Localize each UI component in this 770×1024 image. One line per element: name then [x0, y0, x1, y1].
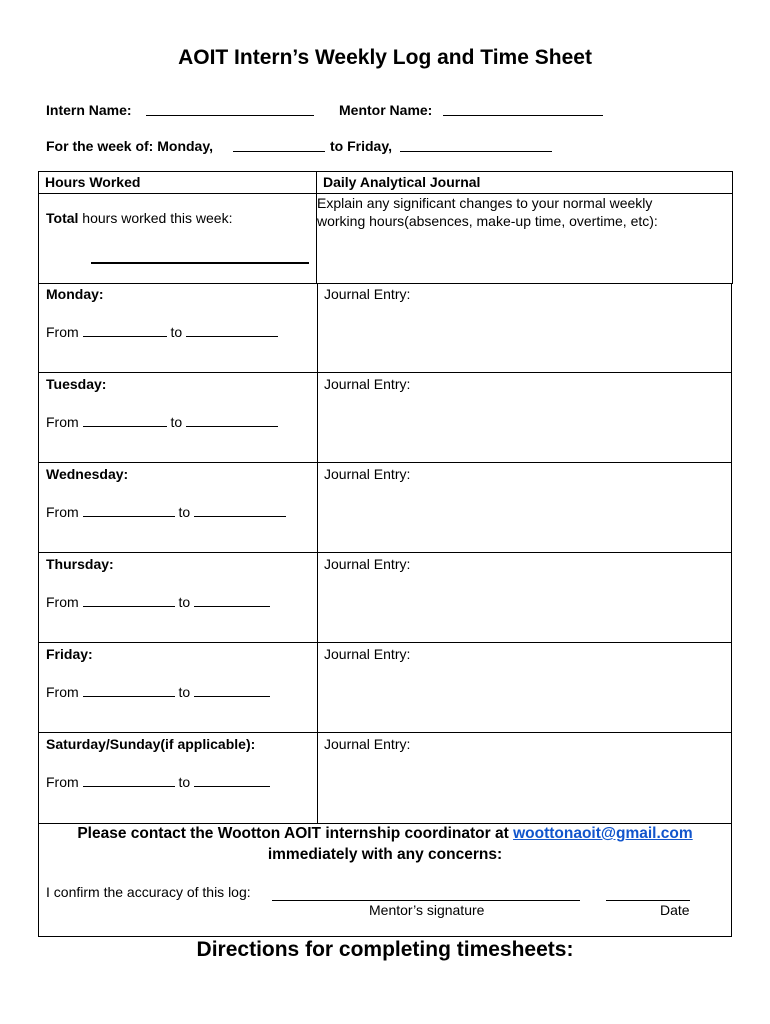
total-bold-text: Total [46, 210, 79, 226]
day-row [38, 463, 732, 553]
explain-cell [317, 194, 733, 284]
explain-text-line-1: Explain any significant changes to your normal weekly [317, 195, 653, 211]
from-to-line [46, 682, 270, 700]
end-time-field[interactable] [194, 502, 286, 517]
to-friday-label: to Friday, [330, 138, 392, 154]
day-row [38, 283, 732, 373]
journal-entry-label: Journal Entry: [324, 466, 411, 482]
to-label: to [178, 594, 191, 610]
journal-entry-area[interactable] [318, 463, 731, 552]
mentor-signature-field[interactable] [272, 885, 580, 901]
day-label: Saturday/Sunday(if applicable): [46, 736, 256, 752]
week-label: For the week of: Monday, [46, 138, 213, 154]
footer-box [38, 821, 732, 937]
day-label: Tuesday: [46, 376, 107, 392]
journal-entry-area[interactable] [318, 643, 731, 732]
day-row [38, 643, 732, 733]
from-label: From [46, 594, 79, 610]
journal-entry-label: Journal Entry: [324, 286, 411, 302]
end-time-field[interactable] [186, 322, 278, 337]
mentor-name-field[interactable] [443, 101, 603, 116]
confirm-label: I confirm the accuracy of this log: [46, 884, 251, 900]
journal-entry-label: Journal Entry: [324, 736, 411, 752]
from-to-line [46, 502, 286, 520]
end-time-field[interactable] [194, 772, 270, 787]
explain-text-line-2: working hours(absences, make-up time, overtime, etc): [317, 213, 658, 229]
day-row [38, 373, 732, 463]
week-friday-field[interactable] [400, 137, 552, 152]
journal-header: Daily Analytical Journal [317, 172, 733, 194]
from-to-line [46, 772, 270, 790]
to-label: to [178, 774, 191, 790]
page-title: AOIT Intern’s Weekly Log and Time Sheet [178, 46, 592, 69]
from-label: From [46, 504, 79, 520]
journal-entry-area[interactable] [318, 733, 731, 823]
day-label: Friday: [46, 646, 93, 662]
contact-notice [39, 823, 731, 865]
start-time-field[interactable] [83, 772, 175, 787]
end-time-field[interactable] [194, 682, 270, 697]
week-monday-field[interactable] [233, 137, 325, 152]
intern-name-field[interactable] [146, 101, 314, 116]
to-label: to [178, 504, 191, 520]
to-label: to [170, 414, 183, 430]
from-label: From [46, 684, 79, 700]
start-time-field[interactable] [83, 322, 167, 337]
to-label: to [178, 684, 191, 700]
hours-worked-header: Hours Worked [39, 172, 317, 194]
contact-text: Please contact the Wootton AOIT internship coordinator at [77, 825, 509, 842]
journal-entry-label: Journal Entry: [324, 556, 411, 572]
from-to-line [46, 592, 270, 610]
end-time-field[interactable] [194, 592, 270, 607]
directions-heading: Directions for completing timesheets: [196, 938, 574, 961]
journal-entry-area[interactable] [318, 373, 731, 462]
total-hours-label [46, 210, 232, 226]
from-label: From [46, 324, 79, 340]
start-time-field[interactable] [83, 412, 167, 427]
journal-entry-label: Journal Entry: [324, 376, 411, 392]
day-label: Wednesday: [46, 466, 129, 482]
journal-entry-label: Journal Entry: [324, 646, 411, 662]
to-label: to [170, 324, 183, 340]
day-row [38, 553, 732, 643]
mentor-name-label: Mentor Name: [339, 102, 433, 118]
intern-name-label: Intern Name: [46, 102, 132, 118]
total-row [39, 194, 733, 284]
mentor-signature-label: Mentor’s signature [369, 902, 485, 918]
time-log-table [38, 171, 733, 284]
date-field[interactable] [606, 885, 690, 901]
total-rest-text: hours worked this week: [78, 210, 233, 226]
from-label: From [46, 774, 79, 790]
date-label: Date [660, 902, 690, 918]
from-to-line [46, 322, 278, 340]
day-label: Thursday: [46, 556, 114, 572]
start-time-field[interactable] [83, 502, 175, 517]
start-time-field[interactable] [83, 682, 175, 697]
total-hours-cell [39, 194, 317, 284]
contact-text-after: immediately with any concerns: [267, 846, 503, 863]
table-header-row [39, 172, 733, 194]
journal-entry-area[interactable] [318, 553, 731, 642]
journal-entry-area[interactable] [318, 283, 731, 372]
coordinator-email-link[interactable]: woottonaoit@gmail.com [513, 825, 693, 842]
start-time-field[interactable] [83, 592, 175, 607]
day-label: Monday: [46, 286, 104, 302]
from-to-line [46, 412, 278, 430]
end-time-field[interactable] [186, 412, 278, 427]
total-hours-field[interactable] [91, 262, 309, 264]
day-row [38, 733, 732, 824]
from-label: From [46, 414, 79, 430]
